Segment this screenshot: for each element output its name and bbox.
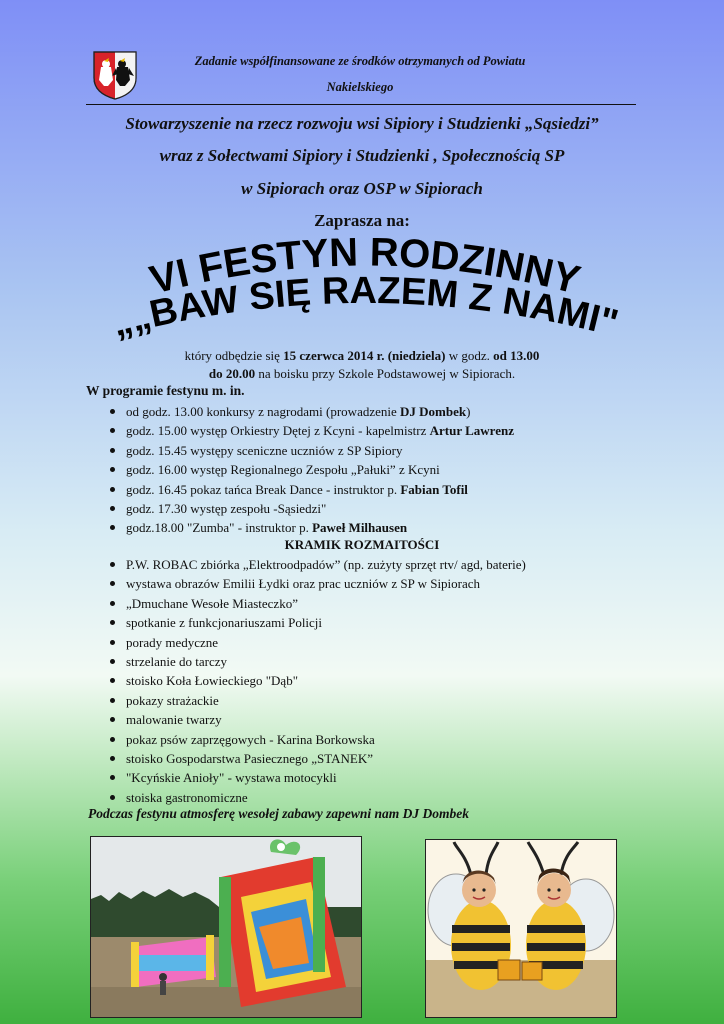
list-item: stoisko Gospodarstwa Pasiecznego „STANEK” — [108, 749, 526, 768]
funding-note-line2: Nakielskiego — [326, 80, 394, 94]
list-item: „Dmuchane Wesołe Miasteczko” — [108, 594, 526, 613]
list-item: strzelanie do tarczy — [108, 652, 526, 671]
list-item: stoiska gastronomiczne — [108, 788, 526, 807]
bee-costume-children-photo — [425, 839, 617, 1018]
coat-of-arms-icon — [92, 50, 138, 100]
list-item: P.W. ROBAC zbiórka „Elektroodpadów” (np. zużyty sprzęt rtv/ agd, baterie) — [108, 555, 526, 574]
date-line1: który odbędzie się 15 czerwca 2014 r. (niedziela) w godz. od 13.00 — [184, 348, 540, 363]
list-item: godz. 17.30 występ zespołu -Sąsiedzi" — [108, 499, 514, 518]
invite-text: Zaprasza na: — [314, 211, 410, 230]
title-line2: „„BAW SIĘ RAZEM Z NAMI" — [107, 269, 623, 346]
list-item: godz. 15.00 występ Orkiestry Dętej z Kcyni - kapelmistrz Artur Lawrenz — [108, 421, 514, 440]
organizer-line2: wraz z Sołectwami Sipiory i Studzienki , Społecznością SP — [159, 146, 565, 165]
date-line2: do 20.00 na boisku przy Szkole Podstawowej w Sipiorach. — [208, 366, 516, 381]
funding-note-line1: Zadanie współfinansowane ze środków otrzymanych od Powiatu — [194, 54, 526, 68]
list-item: porady medyczne — [108, 633, 526, 652]
list-item: wystawa obrazów Emilii Łydki oraz prac uczniów z SP w Sipiorach — [108, 574, 526, 593]
list-item: godz. 15.45 występy sceniczne uczniów z SP Sipiory — [108, 441, 514, 460]
list-item: od godz. 13.00 konkursy z nagrodami (prowadzenie DJ Dombek) — [108, 402, 514, 421]
bouncy-castle-photo — [90, 836, 362, 1018]
organizer-line1: Stowarzyszenie na rzecz rozwoju wsi Sipiory i Studzienki „Sąsiedzi” — [125, 114, 599, 133]
organizer-line3: w Sipiorach oraz OSP w Sipiorach — [241, 179, 483, 198]
list-item: godz. 16.45 pokaz tańca Break Dance - instruktor p. Fabian Tofil — [108, 480, 514, 499]
list-item: malowanie twarzy — [108, 710, 526, 729]
festival-title — [100, 238, 630, 358]
closing-note: Podczas festynu atmosferę wesołej zabawy zapewni nam DJ Dombek — [88, 806, 469, 821]
list-item: spotkanie z funkcjonariuszami Policji — [108, 613, 526, 632]
list-item: "Kcyńskie Anioły" - wystawa motocykli — [108, 768, 526, 787]
list-item: pokazy strażackie — [108, 691, 526, 710]
list-item: pokaz psów zaprzęgowych - Karina Borkowska — [108, 730, 526, 749]
program-heading: W programie festynu m. in. — [86, 383, 245, 398]
kramik-heading: KRAMIK ROZMAITOŚCI — [284, 537, 440, 552]
header-divider — [86, 104, 636, 105]
list-item: godz. 16.00 występ Regionalnego Zespołu „Pałuki” z Kcyni — [108, 460, 514, 479]
list-item: godz.18.00 "Zumba" - instruktor p. Paweł Milhausen — [108, 518, 514, 537]
attractions-list — [108, 555, 526, 807]
program-list — [108, 402, 514, 538]
list-item: stoisko Koła Łowieckiego "Dąb" — [108, 671, 526, 690]
title-line1: VI FESTYN RODZINNY — [145, 238, 585, 303]
